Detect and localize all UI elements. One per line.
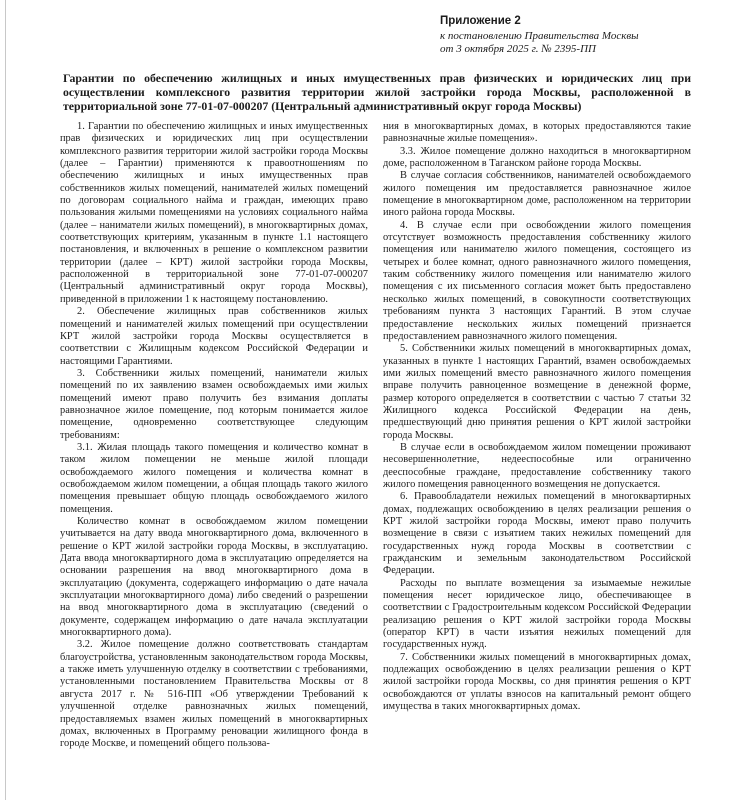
paragraph: 3.2. Жилое помещение должно соответствовать стандартам благоустройства, установленным законодательством города Москвы, а также иметь улучшенную отделку в соответствии с требованиями, установленными постановлением Правительства Москвы от 8 августа 2017 г. № 516-ПП «Об утверждении Требований к улучшенной отделке равнозначных жилых помещений, предоставляемых взамен жилых помещений в многоквартирных домах, включенных в Программу реновации жилищного фонда в городе Москве, и помещений общего пользова- [60,639,368,750]
appendix-ref-line-1: к постановлению Правительства Москвы [440,30,639,42]
paragraph: 5. Собственники жилых помещений в многоквартирных домах, указанных в пункте 1 настоящих Гарантий, взамен освобождаемых ими жилых помещений вместо равнозначного жилого помещения вправе получить равноценное возмещение в денежной форме, размер которого определяется в соответствии с частью 7 статьи 32 Жилищного кодекса Российской Федерации на день, предшествующий дню принятия решения о КРТ жилой застройки города Москвы. [383,343,691,441]
document-body [60,121,691,800]
document-title: Гарантии по обеспечению жилищных и иных имущественных прав физических и юридических лиц при осуществлении комплексного развития территории жилой застройки города Москвы, расположенной в территориальной зоне 77-01-07-000207 (Центральный административный округ города Москвы) [63,71,691,113]
text-column-left [60,121,368,800]
paragraph: ния в многоквартирных домах, в которых предоставляются такие равнозначные жилые помещения». [383,121,691,145]
paragraph: 4. В случае если при освобождении жилого помещения отсутствует возможность предоставления собственнику жилого помещения или нанимателю жилого помещения, состоящего из четырех и более комнат, одного равнозначного жилого помещения, таким собственнику жилого помещения или нанимателю жилого помещения с их письменного согласия может быть предоставлено несколько жилых помещений, в совокупности соответствующих требованиям пункта 3 настоящих Гарантий. В этом случае предоставление нескольких жилых помещений признается предоставлением равнозначного жилого помещения. [383,219,691,342]
paragraph: 2. Обеспечение жилищных прав собственников жилых помещений и нанимателей жилых помещений при осуществлении КРТ жилой застройки города Москвы осуществляется в соответствии с Жилищным кодексом Российской Федерации и настоящими Гарантиями. [60,306,368,367]
appendix-ref-line-2: от 3 октября 2025 г. № 2395-ПП [440,43,596,55]
paragraph: 3.3. Жилое помещение должно находиться в многоквартирном доме, расположенном в Таганском районе города Москвы. [383,145,691,170]
paragraph: 3.1. Жилая площадь такого помещения и количество комнат в таком жилом помещении не меньше жилой площади освобождаемого жилого помещения и количества комнат в освобождаемом жилом помещении, а общая площадь такого жилого помещения превышает общую площадь освобождаемого жилого помещения. [60,441,368,515]
text-column-right [383,121,691,800]
appendix-label: Приложение 2 [440,15,521,27]
paragraph: В случае если в освобождаемом жилом помещении проживают несовершеннолетние, недееспособные или ограниченно дееспособные граждане, предоставление собственнику такого жилого помещения равноценного возмещения не допускается. [383,441,691,490]
paragraph: 6. Правообладатели нежилых помещений в многоквартирных домах, подлежащих освобождению в целях реализации решения о КРТ жилой застройки города Москвы, имеют право получить возмещение в связи с изъятием таких нежилых помещений для государственных нужд города Москвы в соответствии с гражданским и земельным законодательством Российской Федерации. [383,491,691,577]
paragraph: 1. Гарантии по обеспечению жилищных и иных имущественных прав физических и юридических лиц при осуществлении комплексного развития территории жилой застройки города Москвы (далее – Гарантии) применяются к правоотношениям по обеспечению жилищных и иных имущественных прав собственников жилых помещений, нанимателей жилых помещений по договорам социального найма и граждан, имеющих право пользования жилыми помещениями на условиях социального найма (далее – наниматели жилых помещений), в многоквартирных домах, соответствующих критериям, указанным в пункте 1.1 настоящего постановления, и включенных в решение о комплексном развитии территории (далее – КРТ) жилой застройки города Москвы, расположенной в территориальной зоне 77-01-07-000207 (Центральный административный округ города Москвы), приведенной в приложении 1 к настоящему постановлению. [60,121,368,305]
paragraph: Расходы по выплате возмещения за изымаемые нежилые помещения несет юридическое лицо, обеспечивающее в соответствии с Градостроительным кодексом Российской Федерации реализацию решения о КРТ жилой застройки города Москвы (оператор КРТ) в части изъятия нежилых помещений для государственных нужд. [383,577,691,651]
paragraph: Количество комнат в освобождаемом жилом помещении учитывается на дату ввода многоквартирного дома, включенного в решение о КРТ жилой застройки города Москвы, в эксплуатацию. Дата ввода многоквартирного дома в эксплуатацию определяется на основании разрешения на ввод многоквартирного дома в эксплуатацию (документа, содержащего информацию о дате начала эксплуатации многоквартирного дома) либо сведений о разрешении на ввод многоквартирного дома в эксплуатацию (сведений о документе, содержащем информацию о дате начала эксплуатации многоквартирного дома). [60,516,368,639]
paragraph: 3. Собственники жилых помещений, наниматели жилых помещений по их заявлению взамен освобождаемых ими жилых помещений имеют право получить без взимания доплаты равнозначное жилое помещение, под которым понимается жилое помещение, одновременно соответствующее следующим требованиям: [60,367,368,441]
paragraph: 7. Собственники жилых помещений в многоквартирных домах, подлежащих освобождению в целях реализации решения о КРТ жилой застройки города Москвы, со дня принятия решения о КРТ освобождаются от уплаты взносов на капитальный ремонт общего имущества в таких многоквартирных домах. [383,651,691,713]
appendix-block [440,15,639,56]
paragraph: В случае согласия собственников, нанимателей освобождаемого жилого помещения им предоставляется равнозначное жилое помещение в многоквартирном доме, расположенном на территории иного района города Москвы. [383,170,691,219]
page-edge-line [5,0,6,800]
